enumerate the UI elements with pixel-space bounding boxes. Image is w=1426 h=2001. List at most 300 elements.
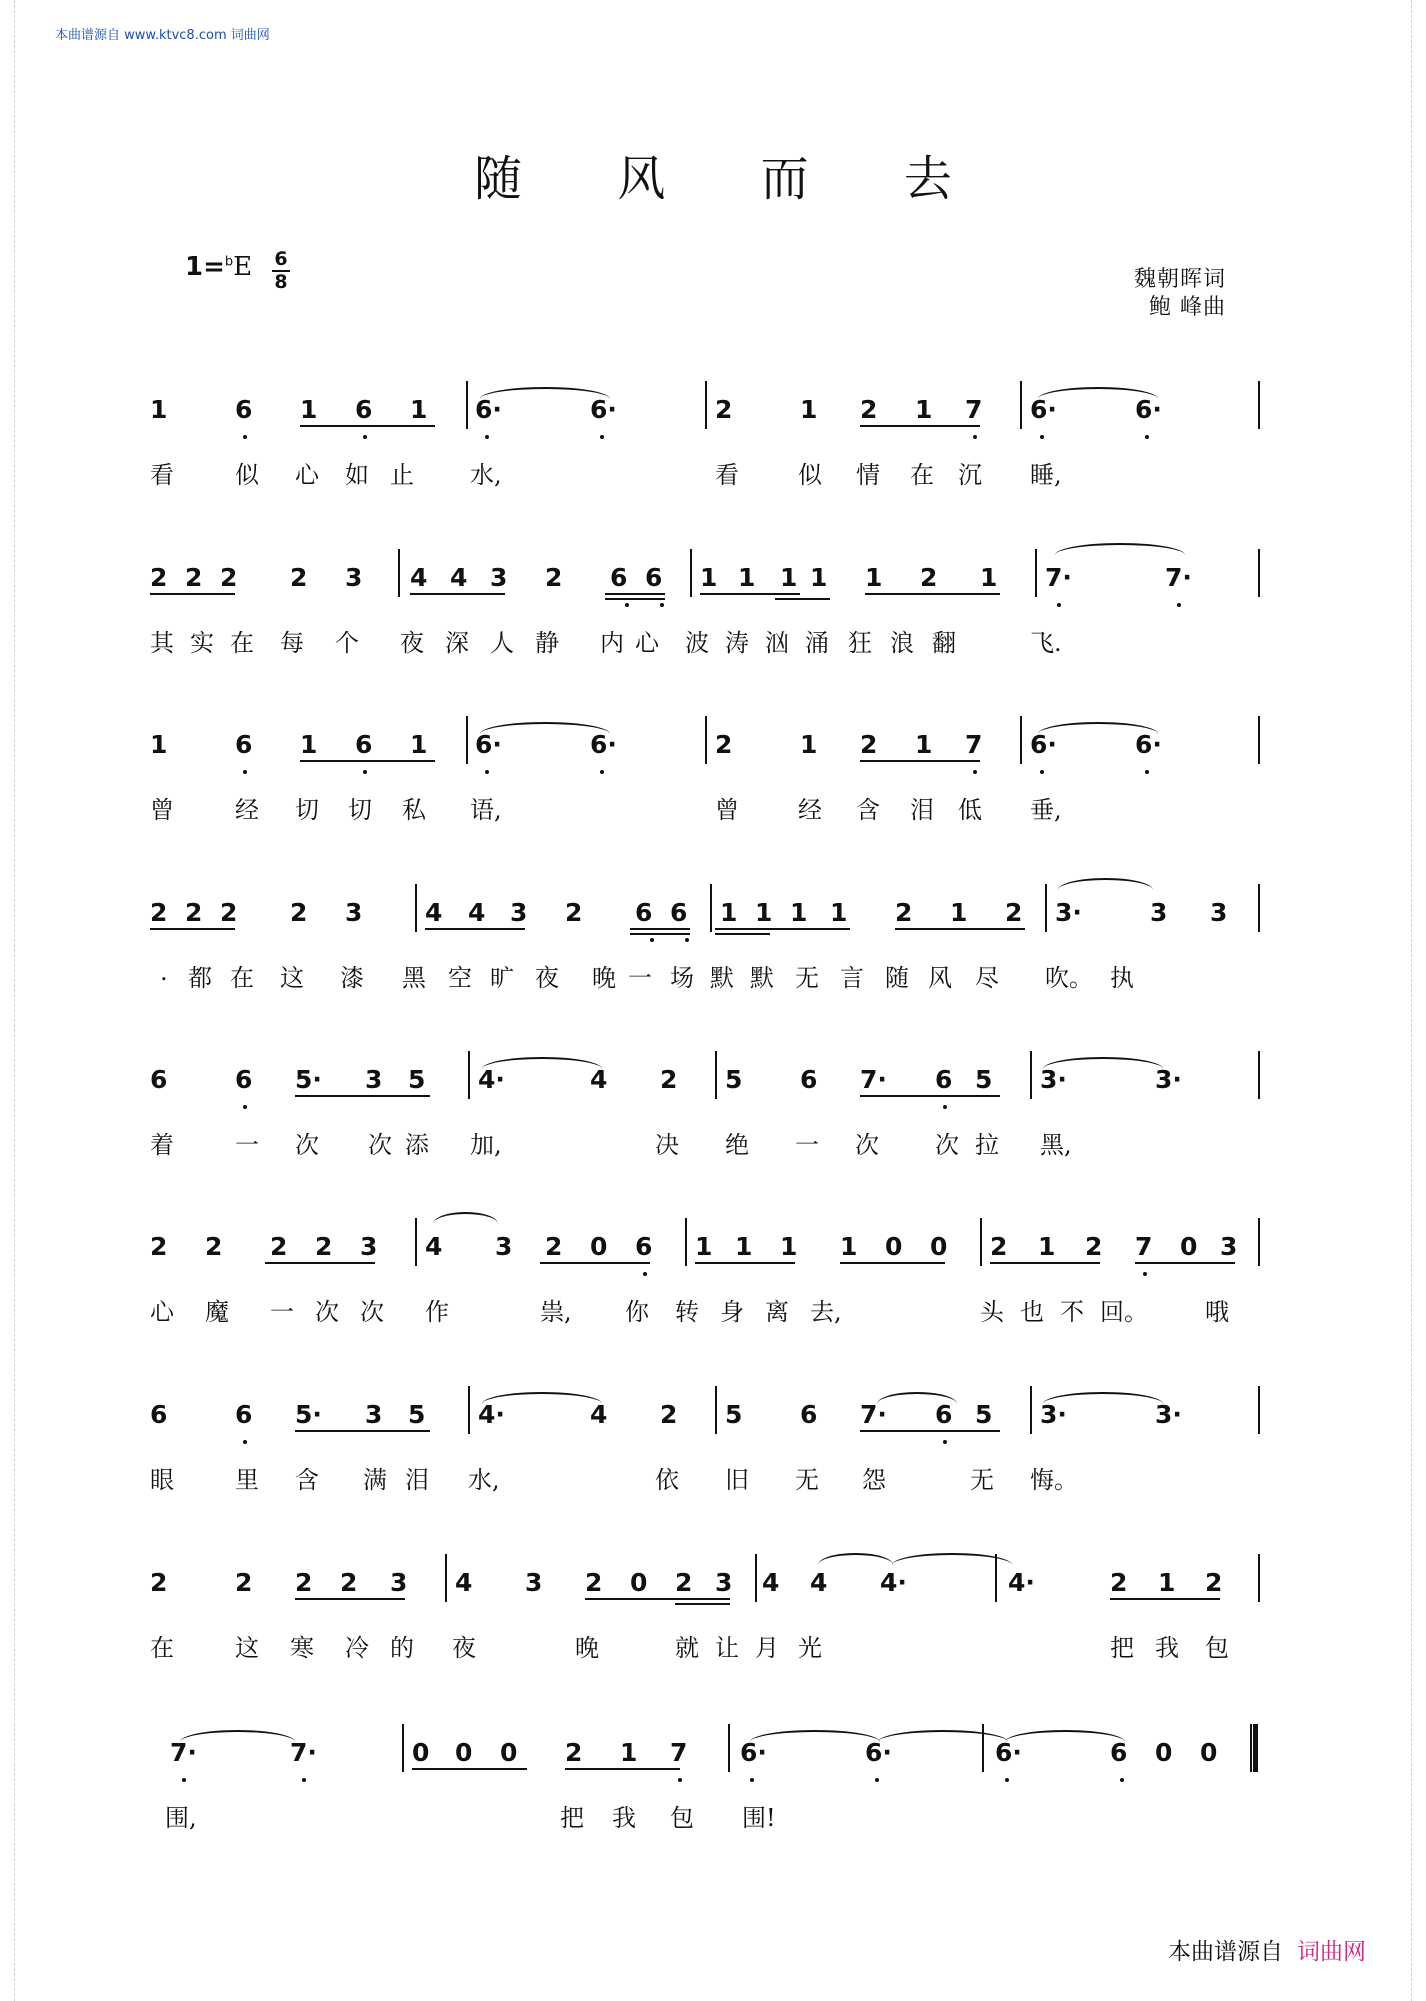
barline (715, 1051, 717, 1099)
beam-underline (695, 1262, 795, 1264)
note: 3 (1150, 898, 1168, 927)
octave-dot (973, 435, 977, 439)
lyric-syllable: 我 (1155, 1634, 1179, 1662)
final-barline (1250, 1724, 1258, 1772)
beam-underline (300, 760, 435, 762)
beam-underline (840, 1262, 945, 1264)
barline (1258, 1554, 1260, 1602)
note: 1 (810, 563, 828, 592)
note: 7· (290, 1738, 317, 1767)
note: 3 (490, 563, 508, 592)
note: 6 (355, 395, 373, 424)
note: 2 (565, 1738, 583, 1767)
note: 1 (755, 898, 773, 927)
barline (1258, 549, 1260, 597)
lyric-syllable: 不 (1060, 1298, 1084, 1326)
note: 1 (410, 395, 428, 424)
note: 2 (290, 898, 308, 927)
tie-arc (892, 1553, 1012, 1577)
lyric-syllable: 实 (190, 629, 214, 657)
note: 1 (780, 563, 798, 592)
lyric-syllable: 狂 (848, 629, 872, 657)
lyric-syllable: 一 (795, 1131, 819, 1159)
note: 2 (585, 1568, 603, 1597)
note: 2 (295, 1568, 313, 1597)
note: 1 (695, 1232, 713, 1261)
note: 6 (150, 1065, 168, 1094)
beam-underline (540, 1262, 650, 1264)
note: 2 (1005, 898, 1023, 927)
note: 0 (1180, 1232, 1198, 1261)
lyric-syllable: 个 (335, 629, 359, 657)
lyric-syllable: 寒 (290, 1634, 314, 1662)
beam-underline (585, 1598, 730, 1600)
barline (466, 716, 468, 764)
note: 4 (425, 898, 443, 927)
octave-dot (1177, 603, 1181, 607)
notation-system (150, 395, 1265, 515)
note: 0 (590, 1232, 608, 1261)
lyric-syllable: 垂, (1030, 796, 1062, 824)
beam-underline (630, 933, 690, 935)
note: 0 (1155, 1738, 1173, 1767)
lyric-syllable: 水, (470, 461, 502, 489)
lyric-syllable: 语, (470, 796, 502, 824)
note: 6 (235, 730, 253, 759)
tie-arc (1043, 1057, 1163, 1081)
lyric-syllable: 月 (755, 1634, 779, 1662)
note: 4 (810, 1568, 828, 1597)
notation-system (150, 1065, 1265, 1185)
lyric-syllable: 加, (470, 1131, 502, 1159)
octave-dot (750, 1778, 754, 1782)
note: 3 (345, 898, 363, 927)
notation-system (150, 730, 1265, 850)
beam-underline (715, 933, 770, 935)
lyric-syllable: 切 (348, 796, 372, 824)
lyric-syllable: 回。 (1100, 1298, 1148, 1326)
note: 2 (1205, 1568, 1223, 1597)
note: 6· (865, 1738, 892, 1767)
lyric-syllable: 默 (710, 964, 734, 992)
octave-dot (363, 435, 367, 439)
note: 5 (725, 1065, 743, 1094)
note: 2 (205, 1232, 223, 1261)
octave-dot (943, 1440, 947, 1444)
note: 2 (270, 1232, 288, 1261)
note: 5 (408, 1065, 426, 1094)
time-signature (272, 250, 290, 292)
octave-dot (1145, 435, 1149, 439)
notes-line (150, 730, 1265, 780)
beam-underline (150, 928, 235, 930)
note: 2 (340, 1568, 358, 1597)
tie-arc (482, 1392, 602, 1416)
lyric-syllable: . (160, 958, 168, 986)
lyric-syllable: 其 (150, 629, 174, 657)
lyric-syllable: 悔。 (1030, 1466, 1078, 1494)
note: 1 (915, 730, 933, 759)
beam-underline (865, 593, 1000, 595)
lyric-syllable: 似 (798, 461, 822, 489)
lyric-syllable: 含 (295, 1466, 319, 1494)
lyric-syllable: 场 (670, 964, 694, 992)
notes-line (150, 1232, 1265, 1282)
lyric-syllable: 汹 (765, 629, 789, 657)
flat-sign: b (224, 254, 234, 270)
octave-dot (660, 603, 664, 607)
note: 2 (220, 898, 238, 927)
note: 6 (800, 1065, 818, 1094)
lyric-syllable: 把 (1110, 1634, 1134, 1662)
lyric-syllable: 私 (402, 796, 426, 824)
lyric-syllable: 随 (885, 964, 909, 992)
note: 4 (410, 563, 428, 592)
octave-dot (943, 1105, 947, 1109)
tie-arc (1038, 387, 1158, 411)
tie-arc (878, 1730, 1008, 1754)
lyric-syllable: 让 (715, 1634, 739, 1662)
note: 3 (365, 1400, 383, 1429)
lyric-syllable: 去, (810, 1298, 842, 1326)
notation-system (150, 898, 1265, 1018)
lyric-syllable: 在 (230, 629, 254, 657)
octave-dot (1040, 770, 1044, 774)
note: 3 (495, 1232, 513, 1261)
beam-underline (265, 1262, 375, 1264)
note: 6· (1135, 395, 1162, 424)
tie-arc (180, 1730, 295, 1754)
tie-arc (480, 722, 610, 746)
lyric-syllable: 曾 (715, 796, 739, 824)
lyric-syllable: 似 (235, 461, 259, 489)
notes-line (150, 898, 1265, 948)
lyric-syllable: 魔 (205, 1298, 229, 1326)
lyric-syllable: 低 (958, 796, 982, 824)
note: 3· (1040, 1400, 1067, 1429)
tie-arc (818, 1553, 893, 1577)
note: 6 (635, 1232, 653, 1261)
lyric-syllable: 沉 (958, 461, 982, 489)
note: 3 (1210, 898, 1228, 927)
lyric-syllable: 心 (635, 629, 659, 657)
note: 3· (1155, 1065, 1182, 1094)
beam-underline (295, 1598, 405, 1600)
lyric-syllable: 次 (855, 1131, 879, 1159)
lyric-syllable: 眼 (150, 1466, 174, 1494)
barline (468, 1051, 470, 1099)
octave-dot (243, 770, 247, 774)
note: 0 (412, 1738, 430, 1767)
barline (1258, 1218, 1260, 1266)
octave-dot (243, 1105, 247, 1109)
lyric-syllable: 我 (612, 1804, 636, 1832)
lyric-syllable: 无 (795, 1466, 819, 1494)
barline (755, 1554, 757, 1602)
lyric-syllable: 也 (1020, 1298, 1044, 1326)
tie-arc (750, 1730, 880, 1754)
tie-arc (1058, 878, 1153, 902)
note: 6 (645, 563, 663, 592)
barline (1258, 1386, 1260, 1434)
octave-dot (973, 770, 977, 774)
note: 4 (425, 1232, 443, 1261)
right-margin-strip (1411, 0, 1426, 2001)
notation-system (150, 1400, 1265, 1520)
lyric-syllable: 漆 (340, 964, 364, 992)
note: 6 (150, 1400, 168, 1429)
note: 2 (185, 898, 203, 927)
tie-arc (1038, 722, 1158, 746)
octave-dot (485, 770, 489, 774)
notes-line (150, 395, 1265, 445)
lyric-syllable: 默 (750, 964, 774, 992)
lyric-syllable: 在 (230, 964, 254, 992)
lyric-syllable: 夜 (535, 964, 559, 992)
lyric-syllable: 旧 (725, 1466, 749, 1494)
note: 6· (590, 730, 617, 759)
note: 3· (1040, 1065, 1067, 1094)
note: 1 (980, 563, 998, 592)
lyric-syllable: 次 (360, 1298, 384, 1326)
lyric-syllable: 睡, (1030, 461, 1062, 489)
note: 1 (300, 395, 318, 424)
note: 7 (965, 730, 983, 759)
footer-source-label: 本曲谱源自 (1168, 1939, 1283, 1965)
lyric-syllable: 拉 (975, 1131, 999, 1159)
note: 6· (475, 730, 502, 759)
note: 2 (1110, 1568, 1128, 1597)
note: 0 (885, 1232, 903, 1261)
note: 7· (170, 1738, 197, 1767)
lyrics-line (150, 1460, 1265, 1500)
lyrics-line (150, 1628, 1265, 1668)
notes-line (150, 1738, 1265, 1788)
note: 3 (715, 1568, 733, 1597)
octave-dot (1040, 435, 1044, 439)
note: 1 (720, 898, 738, 927)
note: 4 (590, 1065, 608, 1094)
beam-underline (860, 1430, 1000, 1432)
note: 1 (1038, 1232, 1056, 1261)
lyric-syllable: 曾 (150, 796, 174, 824)
note: 2 (715, 395, 733, 424)
octave-dot (1120, 1778, 1124, 1782)
lyric-syllable: 风 (928, 964, 952, 992)
lyrics-line (150, 455, 1265, 495)
barline (1020, 716, 1022, 764)
octave-dot (1145, 770, 1149, 774)
lyric-syllable: 次 (315, 1298, 339, 1326)
beam-underline (1110, 1598, 1220, 1600)
tie-arc (433, 1212, 498, 1236)
lyric-syllable: 满 (363, 1466, 387, 1494)
note: 3 (360, 1232, 378, 1261)
note: 5· (295, 1400, 322, 1429)
note: 2 (660, 1400, 678, 1429)
note: 1 (950, 898, 968, 927)
lyrics-line (150, 1798, 1265, 1838)
note: 4· (880, 1568, 907, 1597)
lyric-syllable: 涌 (805, 629, 829, 657)
lyric-syllable: 作 (425, 1298, 449, 1326)
barline (1258, 716, 1260, 764)
note: 7 (965, 395, 983, 424)
note: 7· (1045, 563, 1072, 592)
lyric-syllable: 经 (798, 796, 822, 824)
note: 7· (860, 1065, 887, 1094)
note: 6 (935, 1400, 953, 1429)
barline (1020, 381, 1022, 429)
lyric-syllable: 转 (675, 1298, 699, 1326)
note: 2 (895, 898, 913, 927)
lyric-syllable: 夜 (400, 629, 424, 657)
barline (685, 1218, 687, 1266)
beam-underline (295, 1430, 430, 1432)
beam-underline (715, 928, 850, 930)
octave-dot (243, 435, 247, 439)
note: 2 (185, 563, 203, 592)
lyric-syllable: 离 (765, 1298, 789, 1326)
lyric-syllable: 头 (980, 1298, 1004, 1326)
note: 2 (860, 730, 878, 759)
note: 1 (800, 395, 818, 424)
note: 6· (1030, 730, 1057, 759)
lyric-syllable: 在 (910, 461, 934, 489)
note: 4· (478, 1065, 505, 1094)
note: 0 (500, 1738, 518, 1767)
note: 6· (1030, 395, 1057, 424)
note: 1 (700, 563, 718, 592)
lyric-syllable: 绝 (725, 1131, 749, 1159)
barline (415, 1218, 417, 1266)
note: 1 (410, 730, 428, 759)
note: 0 (1200, 1738, 1218, 1767)
lyric-syllable: 内 (600, 629, 624, 657)
octave-dot (643, 1272, 647, 1276)
barline (415, 884, 417, 932)
key-note: E (233, 252, 253, 282)
note: 5 (975, 1400, 993, 1429)
barline (466, 381, 468, 429)
lyric-syllable: 光 (798, 1634, 822, 1662)
barline (1030, 1051, 1032, 1099)
lyric-syllable: 这 (280, 964, 304, 992)
note: 7· (860, 1400, 887, 1429)
lyric-syllable: 水, (468, 1466, 500, 1494)
lyric-syllable: 怨 (862, 1466, 886, 1494)
lyric-syllable: 每 (280, 629, 304, 657)
barline (445, 1554, 447, 1602)
note: 5· (295, 1065, 322, 1094)
note: 2 (315, 1232, 333, 1261)
tie-arc (877, 1392, 957, 1416)
lyric-syllable: 翻 (932, 629, 956, 657)
lyric-syllable: 一 (235, 1131, 259, 1159)
note: 2 (545, 563, 563, 592)
beam-underline (605, 593, 665, 595)
note: 2 (150, 563, 168, 592)
lyric-syllable: 尽 (975, 964, 999, 992)
note: 1 (830, 898, 848, 927)
lyric-syllable: 围! (742, 1804, 776, 1832)
lyric-syllable: 浪 (890, 629, 914, 657)
lyric-syllable: 把 (560, 1804, 584, 1832)
note: 2 (1085, 1232, 1103, 1261)
lyric-syllable: 如 (345, 461, 369, 489)
key-signature (185, 252, 252, 282)
beam-underline (675, 1603, 730, 1605)
note: 3 (510, 898, 528, 927)
note: 1 (800, 730, 818, 759)
lyric-syllable: 你 (625, 1298, 649, 1326)
note: 2 (660, 1065, 678, 1094)
beam-underline (425, 928, 525, 930)
notation-system (150, 1232, 1265, 1352)
lyric-syllable: 切 (295, 796, 319, 824)
lyric-syllable: 就 (675, 1634, 699, 1662)
beam-underline (860, 1095, 1000, 1097)
beam-underline (700, 593, 800, 595)
notation-system (150, 1568, 1265, 1688)
note: 6· (740, 1738, 767, 1767)
beam-underline (300, 425, 435, 427)
note: 6 (800, 1400, 818, 1429)
barline (398, 549, 400, 597)
note: 5 (975, 1065, 993, 1094)
notation-system (150, 563, 1265, 683)
note: 2 (235, 1568, 253, 1597)
lyric-syllable: 祟, (540, 1298, 572, 1326)
lyric-syllable: 言 (840, 964, 864, 992)
barline (1045, 884, 1047, 932)
key-prefix: 1= (185, 252, 225, 282)
note: 2 (715, 730, 733, 759)
note: 4· (1008, 1568, 1035, 1597)
composer-credit: 鲍 峰曲 (1149, 295, 1226, 320)
lyric-syllable: 泪 (405, 1466, 429, 1494)
note: 6 (1110, 1738, 1128, 1767)
note: 6· (995, 1738, 1022, 1767)
barline (1030, 1386, 1032, 1434)
octave-dot (875, 1778, 879, 1782)
lyric-syllable: 泪 (910, 796, 934, 824)
notes-line (150, 1568, 1265, 1618)
octave-dot (1005, 1778, 1009, 1782)
barline (728, 1724, 730, 1772)
note: 4 (450, 563, 468, 592)
barline (1258, 1051, 1260, 1099)
octave-dot (678, 1778, 682, 1782)
note: 7 (670, 1738, 688, 1767)
lyric-syllable: 在 (150, 1634, 174, 1662)
notes-line (150, 1400, 1265, 1450)
song-title: 随 风 而 去 (474, 151, 992, 207)
barline (690, 549, 692, 597)
lyric-syllable: 静 (535, 629, 559, 657)
lyricist-credit: 魏朝晖词 (1133, 267, 1226, 292)
lyric-syllable: 次 (935, 1131, 959, 1159)
lyrics-line (150, 623, 1265, 663)
note: 3 (345, 563, 363, 592)
note: 4 (455, 1568, 473, 1597)
note: 2 (150, 1568, 168, 1597)
lyric-syllable: 的 (390, 1634, 414, 1662)
note: 1 (780, 1232, 798, 1261)
left-margin-strip (0, 0, 15, 2001)
note: 6 (635, 898, 653, 927)
octave-dot (182, 1778, 186, 1782)
